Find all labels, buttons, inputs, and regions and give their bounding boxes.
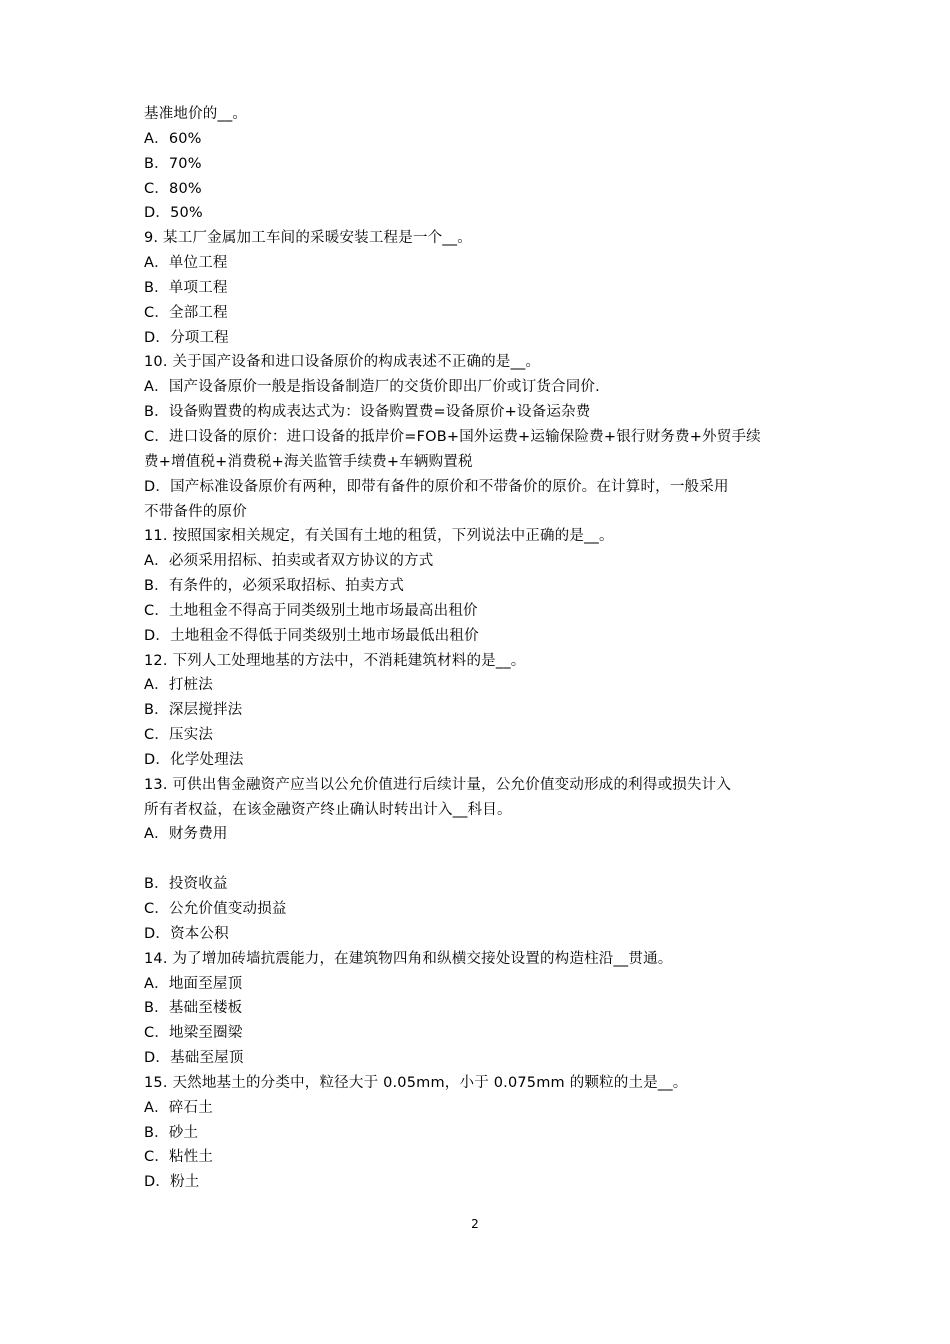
- question-14-option: C．地梁至圈梁: [144, 1025, 243, 1042]
- question-9-stem: 9. 某工厂金属加工车间的采暖安装工程是一个__。: [144, 230, 472, 247]
- question-13-option: B．投资收益: [144, 876, 228, 893]
- question-10-option-continued: 费+增值税+消费税+海关监管手续费+车辆购置税: [144, 453, 473, 470]
- intro-option: B．70%: [144, 155, 202, 172]
- intro-option: A．60%: [144, 130, 202, 147]
- question-13-option: A．财务费用: [144, 826, 228, 843]
- intro-option: C．80%: [144, 180, 202, 197]
- question-15-option: A．碎石土: [144, 1099, 213, 1116]
- question-12-option: C．压实法: [144, 727, 214, 744]
- question-13-option: D．资本公积: [144, 925, 229, 942]
- question-10-stem: 10. 关于国产设备和进口设备原价的构成表述不正确的是__。: [144, 354, 541, 371]
- page-number: 2: [471, 1217, 479, 1231]
- question-11-option: D．土地租金不得低于同类级别土地市场最低出租价: [144, 627, 479, 644]
- question-9-option: D．分项工程: [144, 329, 229, 346]
- question-11-option: C．土地租金不得高于同类级别土地市场最高出租价: [144, 602, 478, 619]
- question-10-option: D．国产标准设备原价有两种，即带有备件的原价和不带备价的原价。在计算时，一般采用: [144, 478, 729, 495]
- question-15-option: B．砂土: [144, 1124, 199, 1141]
- intro-line: 基准地价的__。: [144, 106, 248, 122]
- question-12-option: D．化学处理法: [144, 751, 244, 768]
- question-12-stem: 12. 下列人工处理地基的方法中，不消耗建筑材料的是__。: [144, 652, 526, 669]
- question-15-option: D．粉土: [144, 1174, 200, 1191]
- question-11-option: A．必须采用招标、拍卖或者双方协议的方式: [144, 553, 434, 570]
- question-14-stem: 14. 为了增加砖墙抗震能力，在建筑物四角和纵横交接处设置的构造柱沿__贯通。: [144, 950, 673, 967]
- intro-option: D．50%: [144, 205, 203, 222]
- question-10-option-continued: 不带备件的原价: [144, 503, 247, 520]
- question-10-option: C．进口设备的原价：进口设备的抵岸价=FOB+国外运费+运输保险费+银行财务费+外贸手续: [144, 428, 761, 445]
- question-10-option: B．设备购置费的构成表达式为：设备购置费=设备原价+设备运杂费: [144, 404, 591, 421]
- question-13-option: C．公允价值变动损益: [144, 901, 287, 917]
- blank-line: [144, 847, 816, 872]
- question-13-stem-continued: 所有者权益，在该金融资产终止确认时转出计入__科目。: [144, 801, 512, 818]
- question-9-option: C．全部工程: [144, 304, 228, 321]
- question-11-stem: 11. 按照国家相关规定，有关国有土地的租赁，下列说法中正确的是__。: [144, 528, 614, 545]
- question-14-option: A．地面至屋顶: [144, 975, 243, 992]
- question-15-option: C．粘性土: [144, 1149, 214, 1166]
- question-9-option: A．单位工程: [144, 255, 228, 272]
- question-12-option: A．打桩法: [144, 677, 213, 694]
- question-14-option: B．基础至楼板: [144, 1000, 243, 1017]
- page-content: [144, 102, 816, 1195]
- question-11-option: B．有条件的，必须采取招标、拍卖方式: [144, 578, 405, 595]
- question-13-stem: 13. 可供出售金融资产应当以公允价值进行后续计量，公允价值变动形成的利得或损失计入: [144, 776, 732, 793]
- question-15-stem: 15. 天然地基土的分类中，粒径大于 0.05mm，小于 0.075mm 的颗粒的土是__。: [144, 1074, 688, 1091]
- question-9-option: B．单项工程: [144, 279, 228, 296]
- question-12-option: B．深层搅拌法: [144, 702, 243, 719]
- question-10-option: A．国产设备原价一般是指设备制造厂的交货价即出厂价或订货合同价.: [144, 379, 600, 396]
- question-14-option: D．基础至屋顶: [144, 1050, 244, 1067]
